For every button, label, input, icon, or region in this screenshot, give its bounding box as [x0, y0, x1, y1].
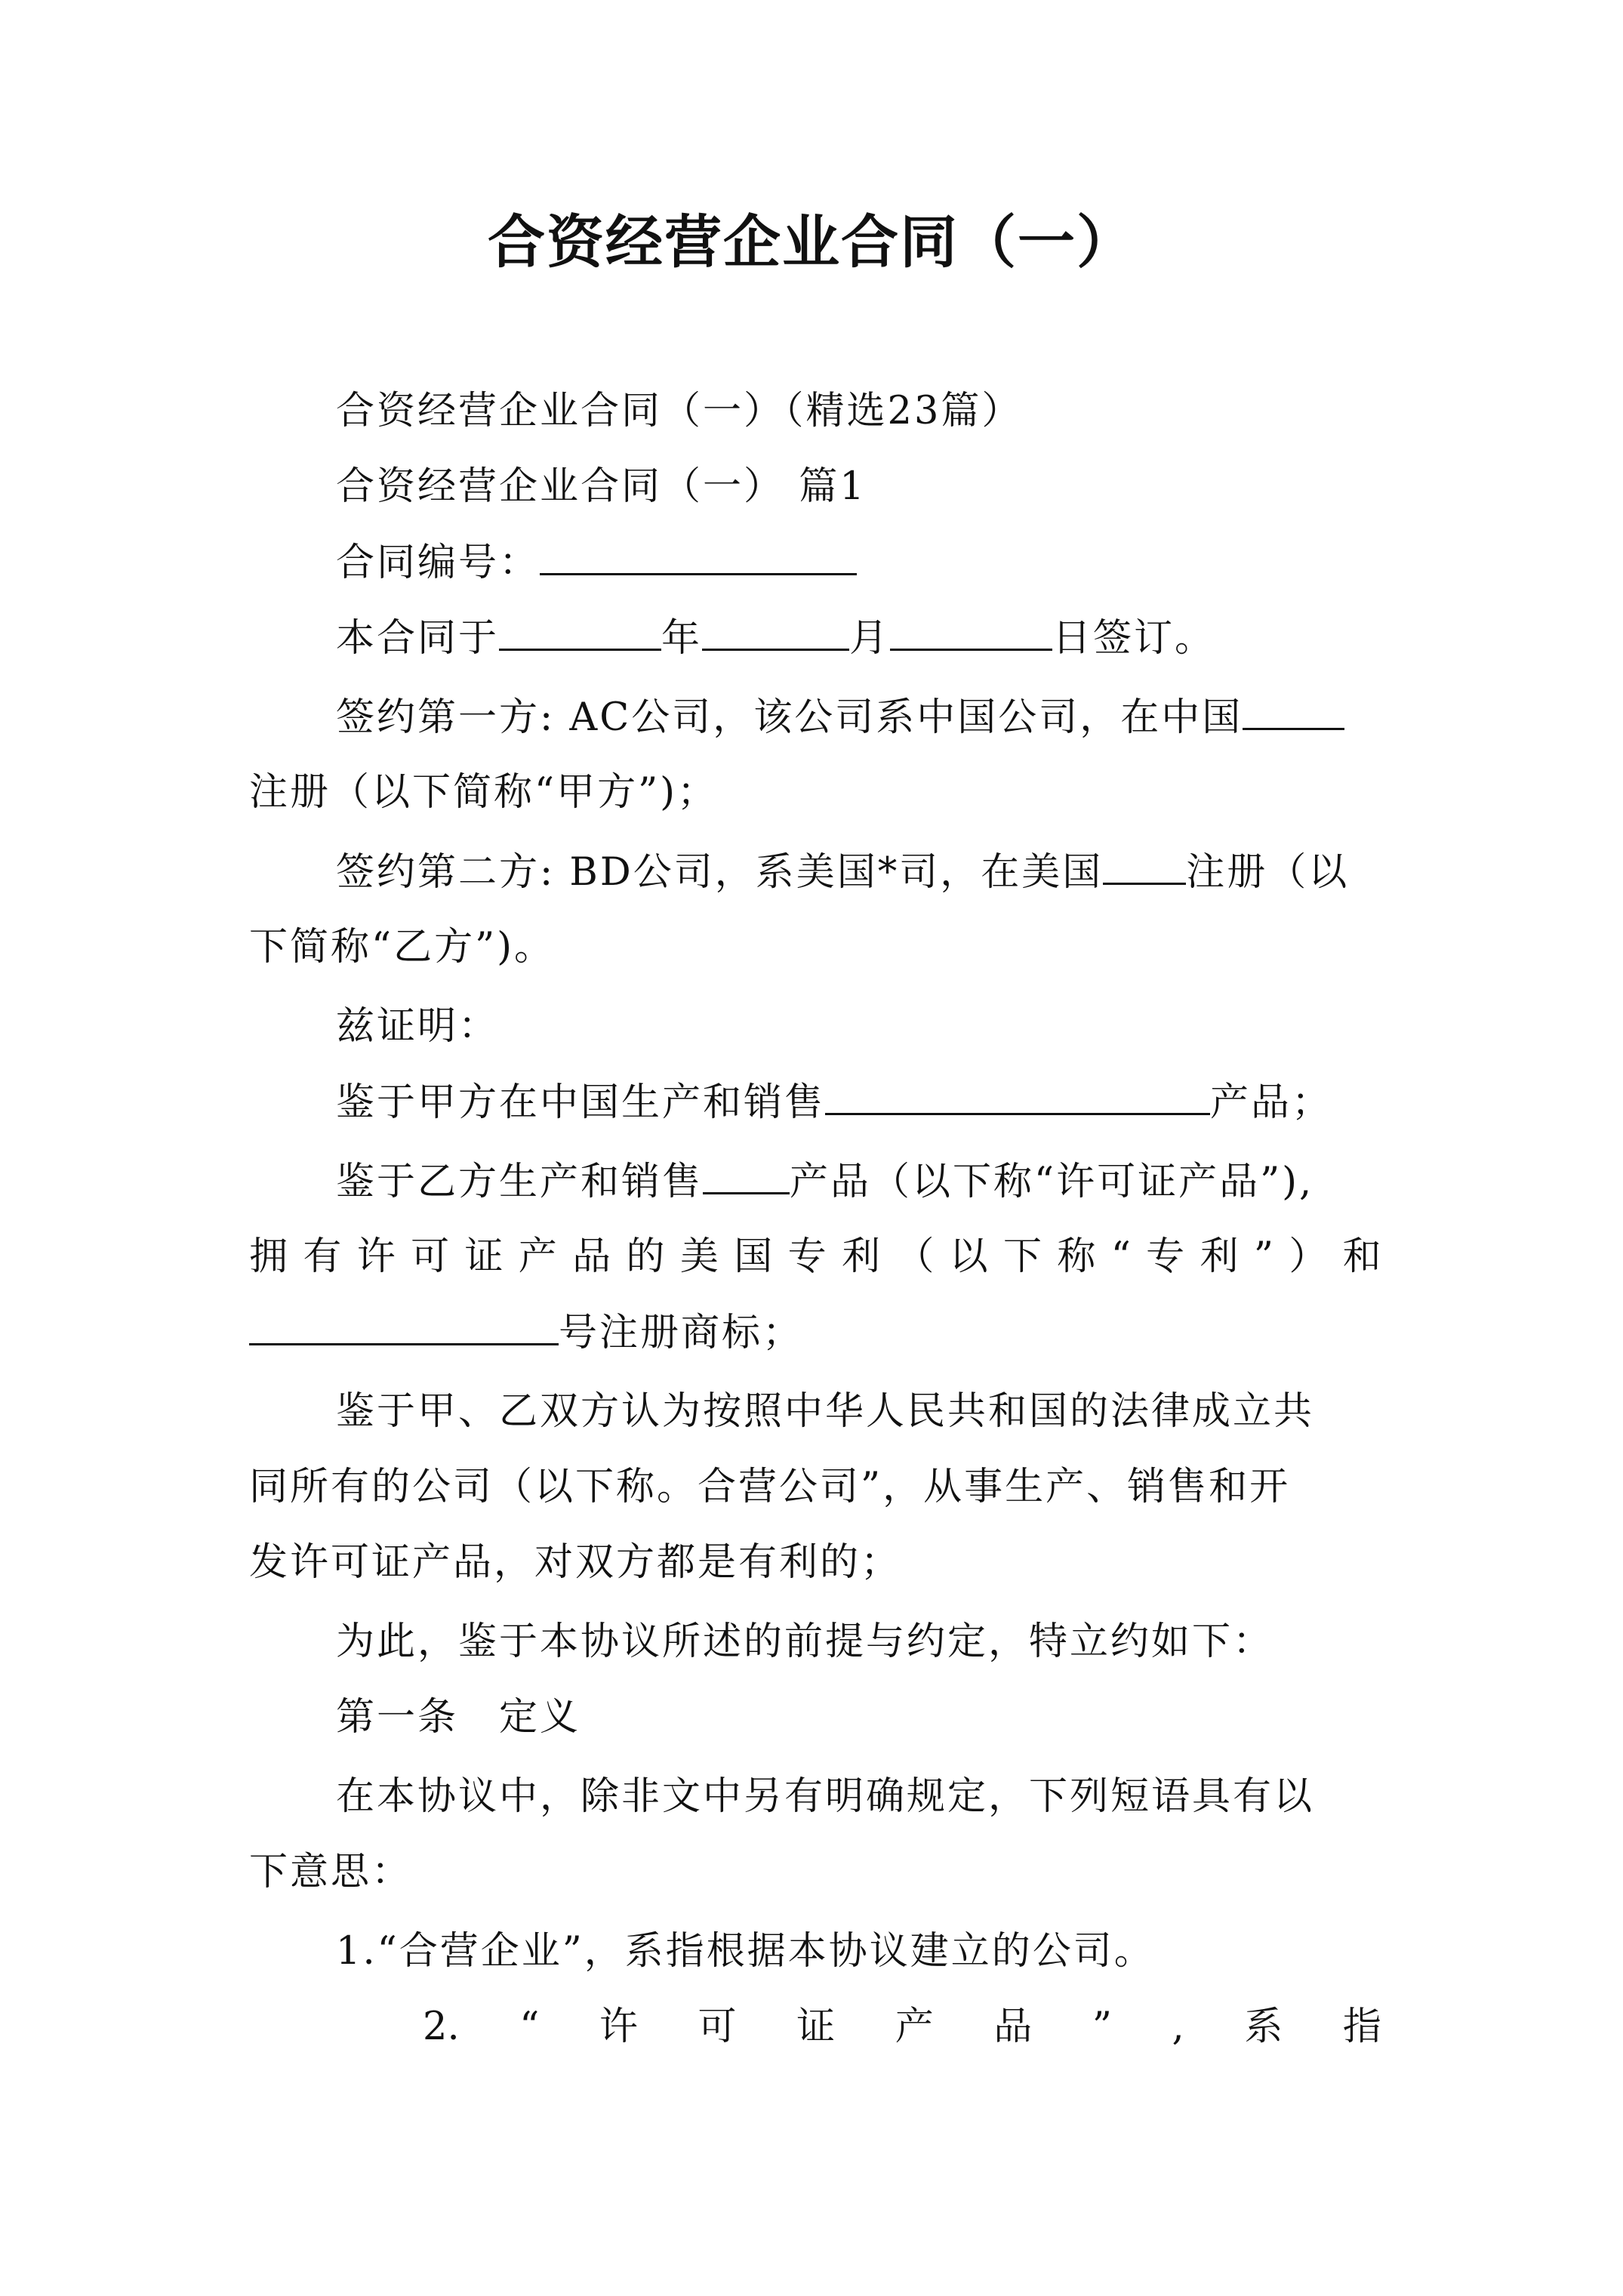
party-b-country-blank[interactable] — [1103, 849, 1186, 885]
recital-2-line2-char: 利 — [841, 1234, 880, 1279]
definition-2-char: ” — [1092, 2005, 1112, 2049]
recital-2-line1 — [336, 1159, 1313, 1205]
month-blank[interactable] — [702, 615, 849, 651]
day-suffix: 日签订。 — [1052, 616, 1216, 661]
product-blank[interactable] — [825, 1080, 1210, 1115]
recital-2-line2-char: 以 — [949, 1234, 988, 1279]
recital-2-line2-char: 许 — [356, 1234, 396, 1279]
definition-2-char: 证 — [796, 2005, 836, 2049]
recital-3-line2: 同所有的公司（以下称。合营公司”，从事生产、销售和开 — [249, 1465, 1291, 1509]
subtitle: 合资经营企业合同（一）（精选23篇） — [336, 389, 1023, 433]
day-blank[interactable] — [890, 615, 1052, 651]
party-b-text-cont: 注册（以 — [1186, 850, 1350, 895]
party-a-line1 — [336, 695, 1344, 741]
recital-2-line2-char: 专 — [1146, 1234, 1185, 1279]
month-label: 月 — [849, 616, 891, 661]
recital-2-line2-char: 可 — [411, 1234, 450, 1279]
party-a-country-blank[interactable] — [1243, 695, 1344, 730]
trademark-number-blank[interactable] — [249, 1310, 559, 1345]
contract-number-line — [336, 540, 857, 586]
witness-line: 兹证明： — [336, 1004, 500, 1049]
definition-2-char: 品 — [993, 2005, 1033, 2049]
recital-2-line3 — [249, 1310, 803, 1356]
recital-2-line2-char: 的 — [626, 1234, 665, 1279]
contract-number-blank[interactable] — [540, 540, 857, 575]
recital-2-line2-char: （ — [895, 1234, 935, 1279]
recital-2-line3-text: 号注册商标； — [559, 1311, 804, 1355]
recital-2-line2-char: 国 — [734, 1234, 773, 1279]
party-b-line1 — [336, 849, 1349, 895]
recital-1-suffix: 产品； — [1210, 1080, 1333, 1125]
year-blank[interactable] — [499, 615, 661, 651]
whereas-line: 为此，鉴于本协议所述的前提与约定，特立约如下： — [336, 1620, 1274, 1664]
signing-date-prefix: 本合同于 — [336, 616, 500, 661]
recital-2-line2-char: 称 — [1057, 1234, 1096, 1279]
recital-2-line2-char: 下 — [1003, 1234, 1042, 1279]
recital-2-line2-char: “ — [1110, 1234, 1131, 1279]
recital-2-line2-char: 拥 — [249, 1234, 288, 1279]
document-title: 合资经营企业合同（一） — [488, 208, 1135, 276]
recital-2-line2-char: 美 — [679, 1234, 719, 1279]
party-b-line2: 下简称“乙方”)。 — [249, 925, 556, 969]
recital-2-line2-char: 专 — [787, 1234, 827, 1279]
definition-2-char: 2. — [423, 2005, 460, 2049]
recital-2-line2 — [249, 1234, 1381, 1280]
recital-3-line1: 鉴于甲、乙双方认为按照中华人民共和国的法律成立共 — [336, 1389, 1315, 1434]
definition-1: 1.“合营企业”，系指根据本协议建立的公司。 — [336, 1929, 1155, 1974]
recital-2-line2-char: 和 — [1342, 1234, 1381, 1279]
definition-2-char: 指 — [1342, 2005, 1381, 2049]
recital-2-text-cont: 产品（以下称“许可证产品”), — [790, 1160, 1314, 1204]
recital-2-line2-char: ” — [1253, 1234, 1273, 1279]
year-label: 年 — [661, 616, 703, 661]
definition-intro-line2: 下意思： — [249, 1850, 413, 1894]
definition-2-char: 可 — [698, 2005, 737, 2049]
recital-2-line2-char: 品 — [572, 1234, 611, 1279]
party-b-text: 签约第二方: BD公司，系美国*司，在美国 — [336, 850, 1104, 895]
recital-2-line2-char: 证 — [464, 1234, 504, 1279]
definition-2-char: , — [1172, 2005, 1184, 2049]
recital-2-line2-char: 有 — [303, 1234, 342, 1279]
recital-1-text: 鉴于甲方在中国生产和销售 — [336, 1080, 826, 1125]
signing-date-line — [336, 615, 1215, 661]
definition-2-char: “ — [519, 2005, 540, 2049]
definition-2-char: 产 — [895, 2005, 934, 2049]
licensed-product-blank[interactable] — [703, 1159, 790, 1194]
recital-2-line2-char: 产 — [518, 1234, 557, 1279]
definition-2-char: 系 — [1244, 2005, 1283, 2049]
recital-1 — [336, 1080, 1332, 1126]
recital-2-text: 鉴于乙方生产和销售 — [336, 1160, 704, 1204]
recital-3-line3: 发许可证产品，对双方都是有利的； — [249, 1540, 902, 1585]
recital-2-line2-char: 利 — [1200, 1234, 1239, 1279]
definition-2-char: 许 — [599, 2005, 638, 2049]
recital-2-line2-char: ） — [1289, 1234, 1328, 1279]
section-heading: 合资经营企业合同（一） 篇1 — [336, 464, 867, 509]
contract-number-label: 合同编号： — [336, 541, 540, 585]
definition-2 — [423, 2005, 1381, 2050]
party-a-line2: 注册（以下简称“甲方”)； — [249, 770, 719, 815]
party-a-text: 签约第一方: AC公司，该公司系中国公司，在中国 — [336, 695, 1243, 740]
definition-intro-line1: 在本协议中，除非文中另有明确规定，下列短语具有以 — [336, 1774, 1315, 1819]
article-1-heading: 第一条 定义 — [336, 1695, 581, 1740]
